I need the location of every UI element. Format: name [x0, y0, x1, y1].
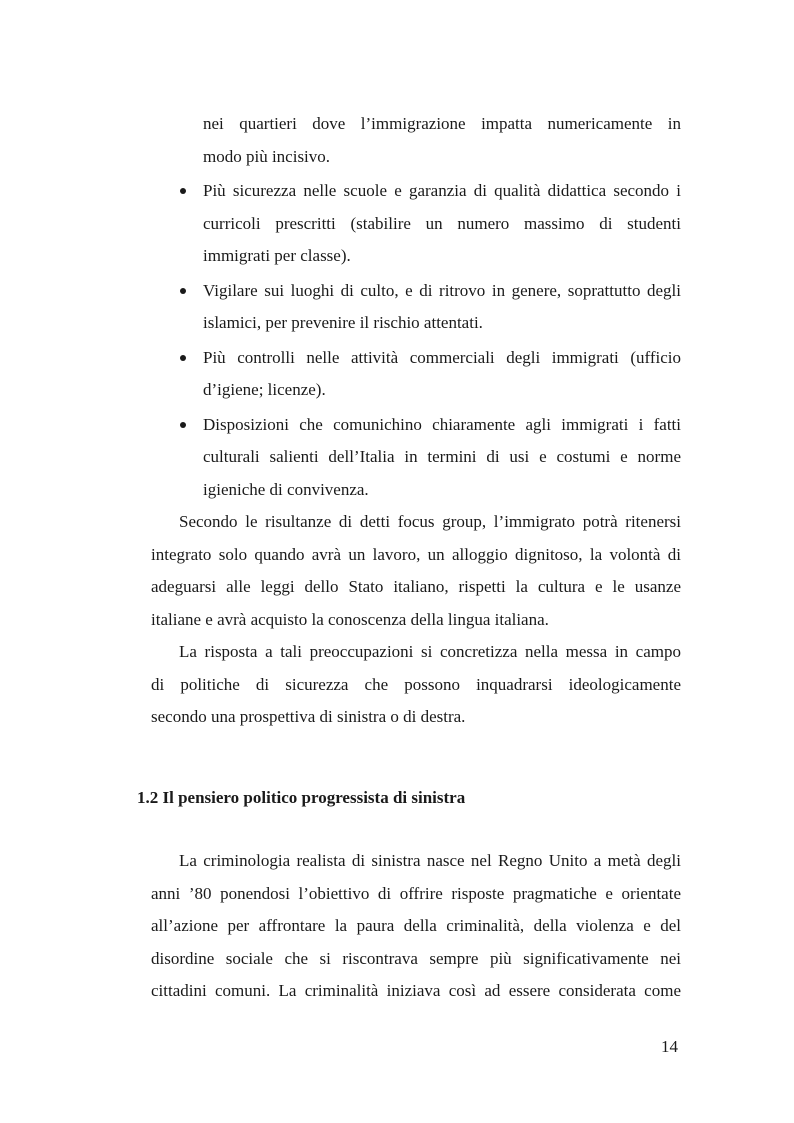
bullet-dot-icon — [180, 355, 186, 361]
section-paragraph — [151, 845, 681, 1008]
page-number: 14 — [661, 1037, 678, 1056]
continuation-line: nei quartieri dove l’immigrazione impatta numericamente in — [203, 114, 681, 133]
document-body — [151, 108, 681, 734]
bullet-dot-icon — [180, 422, 186, 428]
paragraph-line: cittadini comuni. La criminalità iniziava così ad essere considerata come — [151, 981, 681, 1001]
bullet-item — [151, 175, 681, 273]
bullet-dot-icon — [180, 288, 186, 294]
paragraph-line: disordine sociale che si riscontrava sempre più significativamente nei — [151, 948, 681, 968]
paragraph-line: adeguarsi alle leggi dello Stato italiano, rispetti la cultura e le usanze — [151, 577, 681, 596]
bullet-line: curricoli prescritti (stabilire un numero massimo di studenti — [203, 213, 681, 233]
paragraph-line: La risposta a tali preoccupazioni si concretizza nella messa in campo — [179, 642, 681, 661]
paragraph-line: La criminologia realista di sinistra nasce nel Regno Unito a metà degli — [179, 851, 681, 870]
bullet-dot-icon — [180, 188, 186, 194]
paragraph — [151, 636, 681, 734]
bullet-item — [151, 409, 681, 507]
bullet-line: culturali salienti dell’Italia in termini di usi e costumi e norme — [203, 447, 681, 466]
bullet-line: Vigilare sui luoghi di culto, e di ritrovo in genere, soprattutto degli — [203, 280, 681, 300]
bullet-line: d’igiene; licenze). — [203, 380, 326, 399]
paragraph-line: integrato solo quando avrà un lavoro, un alloggio dignitoso, la volontà di — [151, 544, 681, 564]
paragraph — [151, 506, 681, 636]
continuation-line: modo più incisivo. — [203, 146, 331, 166]
bullet-item — [151, 275, 681, 340]
bullet-item — [151, 342, 681, 407]
paragraph-line: Secondo le risultanze di detti focus group, l’immigrato potrà ritenersi — [179, 512, 681, 531]
paragraph-line: di politiche di sicurezza che possono inquadrarsi ideologicamente — [151, 674, 681, 694]
bullet-line: immigrati per classe). — [203, 246, 351, 265]
bullet-line: igieniche di convivenza. — [203, 479, 369, 499]
bullet-line: islamici, per prevenire il rischio attentati. — [203, 313, 483, 332]
paragraph-line: anni ’80 ponendosi l’obiettivo di offrire risposte pragmatiche e orientate — [151, 883, 681, 903]
bullet-line: Più sicurezza nelle scuole e garanzia di qualità didattica secondo i — [203, 181, 681, 200]
paragraph-line: all’azione per affrontare la paura della criminalità, della violenza e del — [151, 916, 681, 936]
paragraph-line: italiane e avrà acquisto la conoscenza della lingua italiana. — [151, 609, 549, 629]
bullet-line: Più controlli nelle attività commerciali degli immigrati (ufficio — [203, 347, 681, 367]
section-heading: 1.2 Il pensiero politico progressista di sinistra — [137, 788, 466, 807]
paragraph-line: secondo una prospettiva di sinistra o di destra. — [151, 707, 466, 726]
bullet-line: Disposizioni che comunichino chiaramente agli immigrati i fatti — [203, 414, 681, 434]
